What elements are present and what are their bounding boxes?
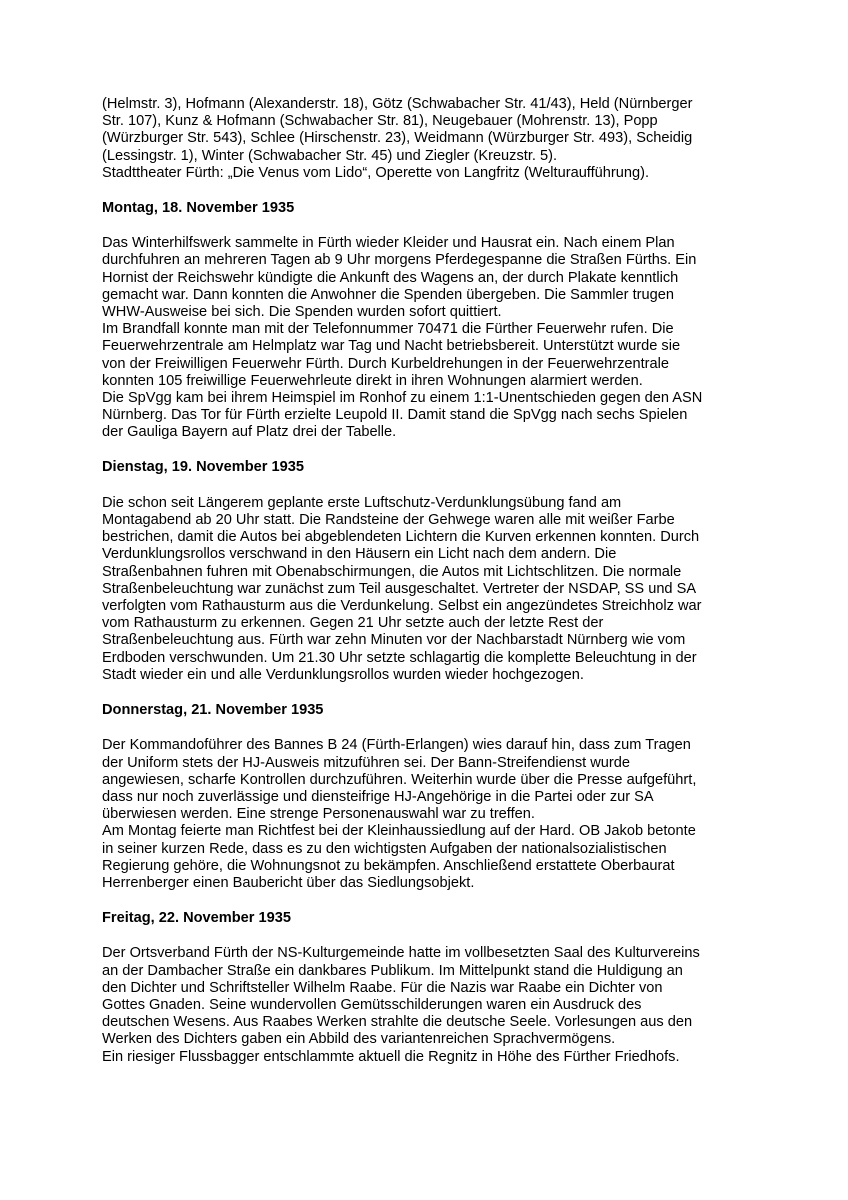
text-line: deutschen Wesens. Aus Raabes Werken strahlte die deutsche Seele. Vorlesungen aus den <box>102 1014 693 1031</box>
text-line: Ein riesiger Flussbagger entschlammte aktuell die Regnitz in Höhe des Fürther Friedhofs. <box>102 1048 680 1065</box>
text-line: angewiesen, scharfe Kontrollen durchzuführen. Weiterhin wurde über die Presse aufgeführt, <box>102 771 697 788</box>
text-line: Stadt wieder ein und alle Verdunklungsrollos wurden wieder hochgezogen. <box>102 666 584 683</box>
section-paragraph-donnerstag <box>102 737 750 892</box>
section-paragraph-dienstag <box>102 495 750 684</box>
text-line: Stadttheater Fürth: „Die Venus vom Lido“, Operette von Langfritz (Welturaufführung). <box>102 164 650 181</box>
text-line: den Dichter und Schriftsteller Wilhelm Raabe. Für die Nazis war Raabe ein Dichter von <box>102 979 663 996</box>
text-line: Straßenbeleuchtung aus. Fürth war zehn Minuten vor der Nachbarstadt Nürnberg wie vom <box>102 632 686 649</box>
section-heading-donnerstag: Donnerstag, 21. November 1935 <box>102 701 324 718</box>
text-line: (Helmstr. 3), Hofmann (Alexanderstr. 18), Götz (Schwabacher Str. 41/43), Held (Nürnberger <box>102 96 693 112</box>
text-line: bestrichen, damit die Autos bei abgeblendeten Lichtern die Kurven erkennen konnten. Durch <box>102 529 700 546</box>
text-line: von der Freiwilligen Feuerwehr Fürth. Durch Kurbeldrehungen in der Feuerwehrzentrale <box>102 355 670 372</box>
section-heading-montag: Montag, 18. November 1935 <box>102 199 295 216</box>
section-heading-dienstag: Dienstag, 19. November 1935 <box>102 459 304 476</box>
text-line: Das Winterhilfswerk sammelte in Fürth wieder Kleider und Hausrat ein. Nach einem Plan <box>102 235 675 252</box>
text-line: (Würzburger Str. 543), Schlee (Hirschenstr. 23), Weidmann (Würzburger Str. 493), Scheidig <box>102 130 693 147</box>
text-line: an der Dambacher Straße ein dankbares Publikum. Im Mittelpunkt stand die Huldigung an <box>102 962 683 979</box>
section-heading-freitag: Freitag, 22. November 1935 <box>102 909 291 926</box>
text-line: Die SpVgg kam bei ihrem Heimspiel im Ronhof zu einem 1:1-Unentschieden gegen den ASN <box>102 390 703 407</box>
text-line: Verdunklungsrollos verschwand in den Häusern ein Licht nach dem andern. Die <box>102 546 617 563</box>
text-line: Regierung gehöre, die Wohnungsnot zu bekämpfen. Anschließend erstattete Oberbaurat <box>102 857 675 874</box>
text-line: der Uniform stets der HJ-Ausweis mitzuführen sei. Der Bann-Streifendienst wurde <box>102 754 631 771</box>
text-line: Der Kommandoführer des Bannes B 24 (Fürth-Erlangen) wies darauf hin, dass zum Tragen <box>102 737 691 754</box>
text-line: in seiner kurzen Rede, dass es zu den wichtigsten Aufgaben der nationalsozialistischen <box>102 840 667 857</box>
text-line: (Lessingstr. 1), Winter (Schwabacher Str. 45) und Ziegler (Kreuzstr. 5). <box>102 147 558 164</box>
text-line: Gottes Gnaden. Seine wundervollen Gemütsschilderungen waren ein Ausdruck des <box>102 996 642 1013</box>
text-line: WHW-Ausweise bei sich. Die Spenden wurden sofort quittiert. <box>102 304 502 321</box>
text-line: Straßenbahnen fuhren mit Obenabschirmungen, die Autos mit Lichtschlitzen. Die normale <box>102 563 682 580</box>
text-line: Im Brandfall konnte man mit der Telefonnummer 70471 die Fürther Feuerwehr rufen. Die <box>102 321 674 338</box>
text-line: überwiesen werden. Eine strenge Personenauswahl war zu treffen. <box>102 806 535 823</box>
text-line: verfolgten vom Rathausturm aus die Verdunkelung. Selbst ein angezündetes Streichholz war <box>102 598 702 615</box>
text-line: Nürnberg. Das Tor für Fürth erzielte Leupold II. Damit stand die SpVgg nach sechs Spielen <box>102 407 688 424</box>
text-line: Str. 107), Kunz & Hofmann (Schwabacher Str. 81), Neugebauer (Mohrenstr. 13), Popp <box>102 113 658 130</box>
text-line: Feuerwehrzentrale am Helmplatz war Tag und Nacht betriebsbereit. Unterstützt wurde sie <box>102 338 681 355</box>
text-line: Der Ortsverband Fürth der NS-Kulturgemeinde hatte im vollbesetzten Saal des Kulturvereins <box>102 945 700 962</box>
section-paragraph-freitag <box>102 945 750 1065</box>
text-line: konnten 105 freiwillige Feuerwehrleute direkt in ihren Wohnungen alarmiert werden. <box>102 372 643 389</box>
document-page <box>102 96 750 1066</box>
text-line: Herrenberger einen Baubericht über das Siedlungsobjekt. <box>102 874 475 891</box>
text-line: Hornist der Reichswehr kündigte die Ankunft des Wagens an, der durch Plakate kenntlich <box>102 269 679 286</box>
text-line: Am Montag feierte man Richtfest bei der Kleinhaussiedlung auf der Hard. OB Jakob betonte <box>102 823 696 840</box>
text-line: Straßenbeleuchtung war zunächst zum Teil ausgeschaltet. Vertreter der NSDAP, SS und SA <box>102 580 697 597</box>
text-line: vom Rathausturm zu erkennen. Gegen 21 Uhr setzte auch der letzte Rest der <box>102 615 604 632</box>
section-paragraph-montag <box>102 235 750 441</box>
text-line: Erdboden verschwunden. Um 21.30 Uhr setzte schlagartig die komplette Beleuchtung in der <box>102 649 697 666</box>
text-line: gemacht war. Dann konnten die Anwohner die Spenden übergeben. Die Sammler trugen <box>102 286 674 303</box>
intro-paragraph <box>102 96 750 182</box>
text-line: der Gauliga Bayern auf Platz drei der Tabelle. <box>102 424 397 441</box>
text-line: durchfuhren an mehreren Tagen ab 9 Uhr morgens Pferdegespanne die Straßen Fürths. Ein <box>102 252 697 269</box>
text-line: Montagabend ab 20 Uhr statt. Die Randsteine der Gehwege waren alle mit weißer Farbe <box>102 512 675 529</box>
text-line: Die schon seit Längerem geplante erste Luftschutz-Verdunklungsübung fand am <box>102 494 622 511</box>
text-line: dass nur noch zuverlässige und diensteifrige HJ-Angehörige in die Partei oder zur SA <box>102 788 654 805</box>
text-line: Werken des Dichters gaben ein Abbild des variantenreichen Sprachvermögens. <box>102 1031 616 1048</box>
